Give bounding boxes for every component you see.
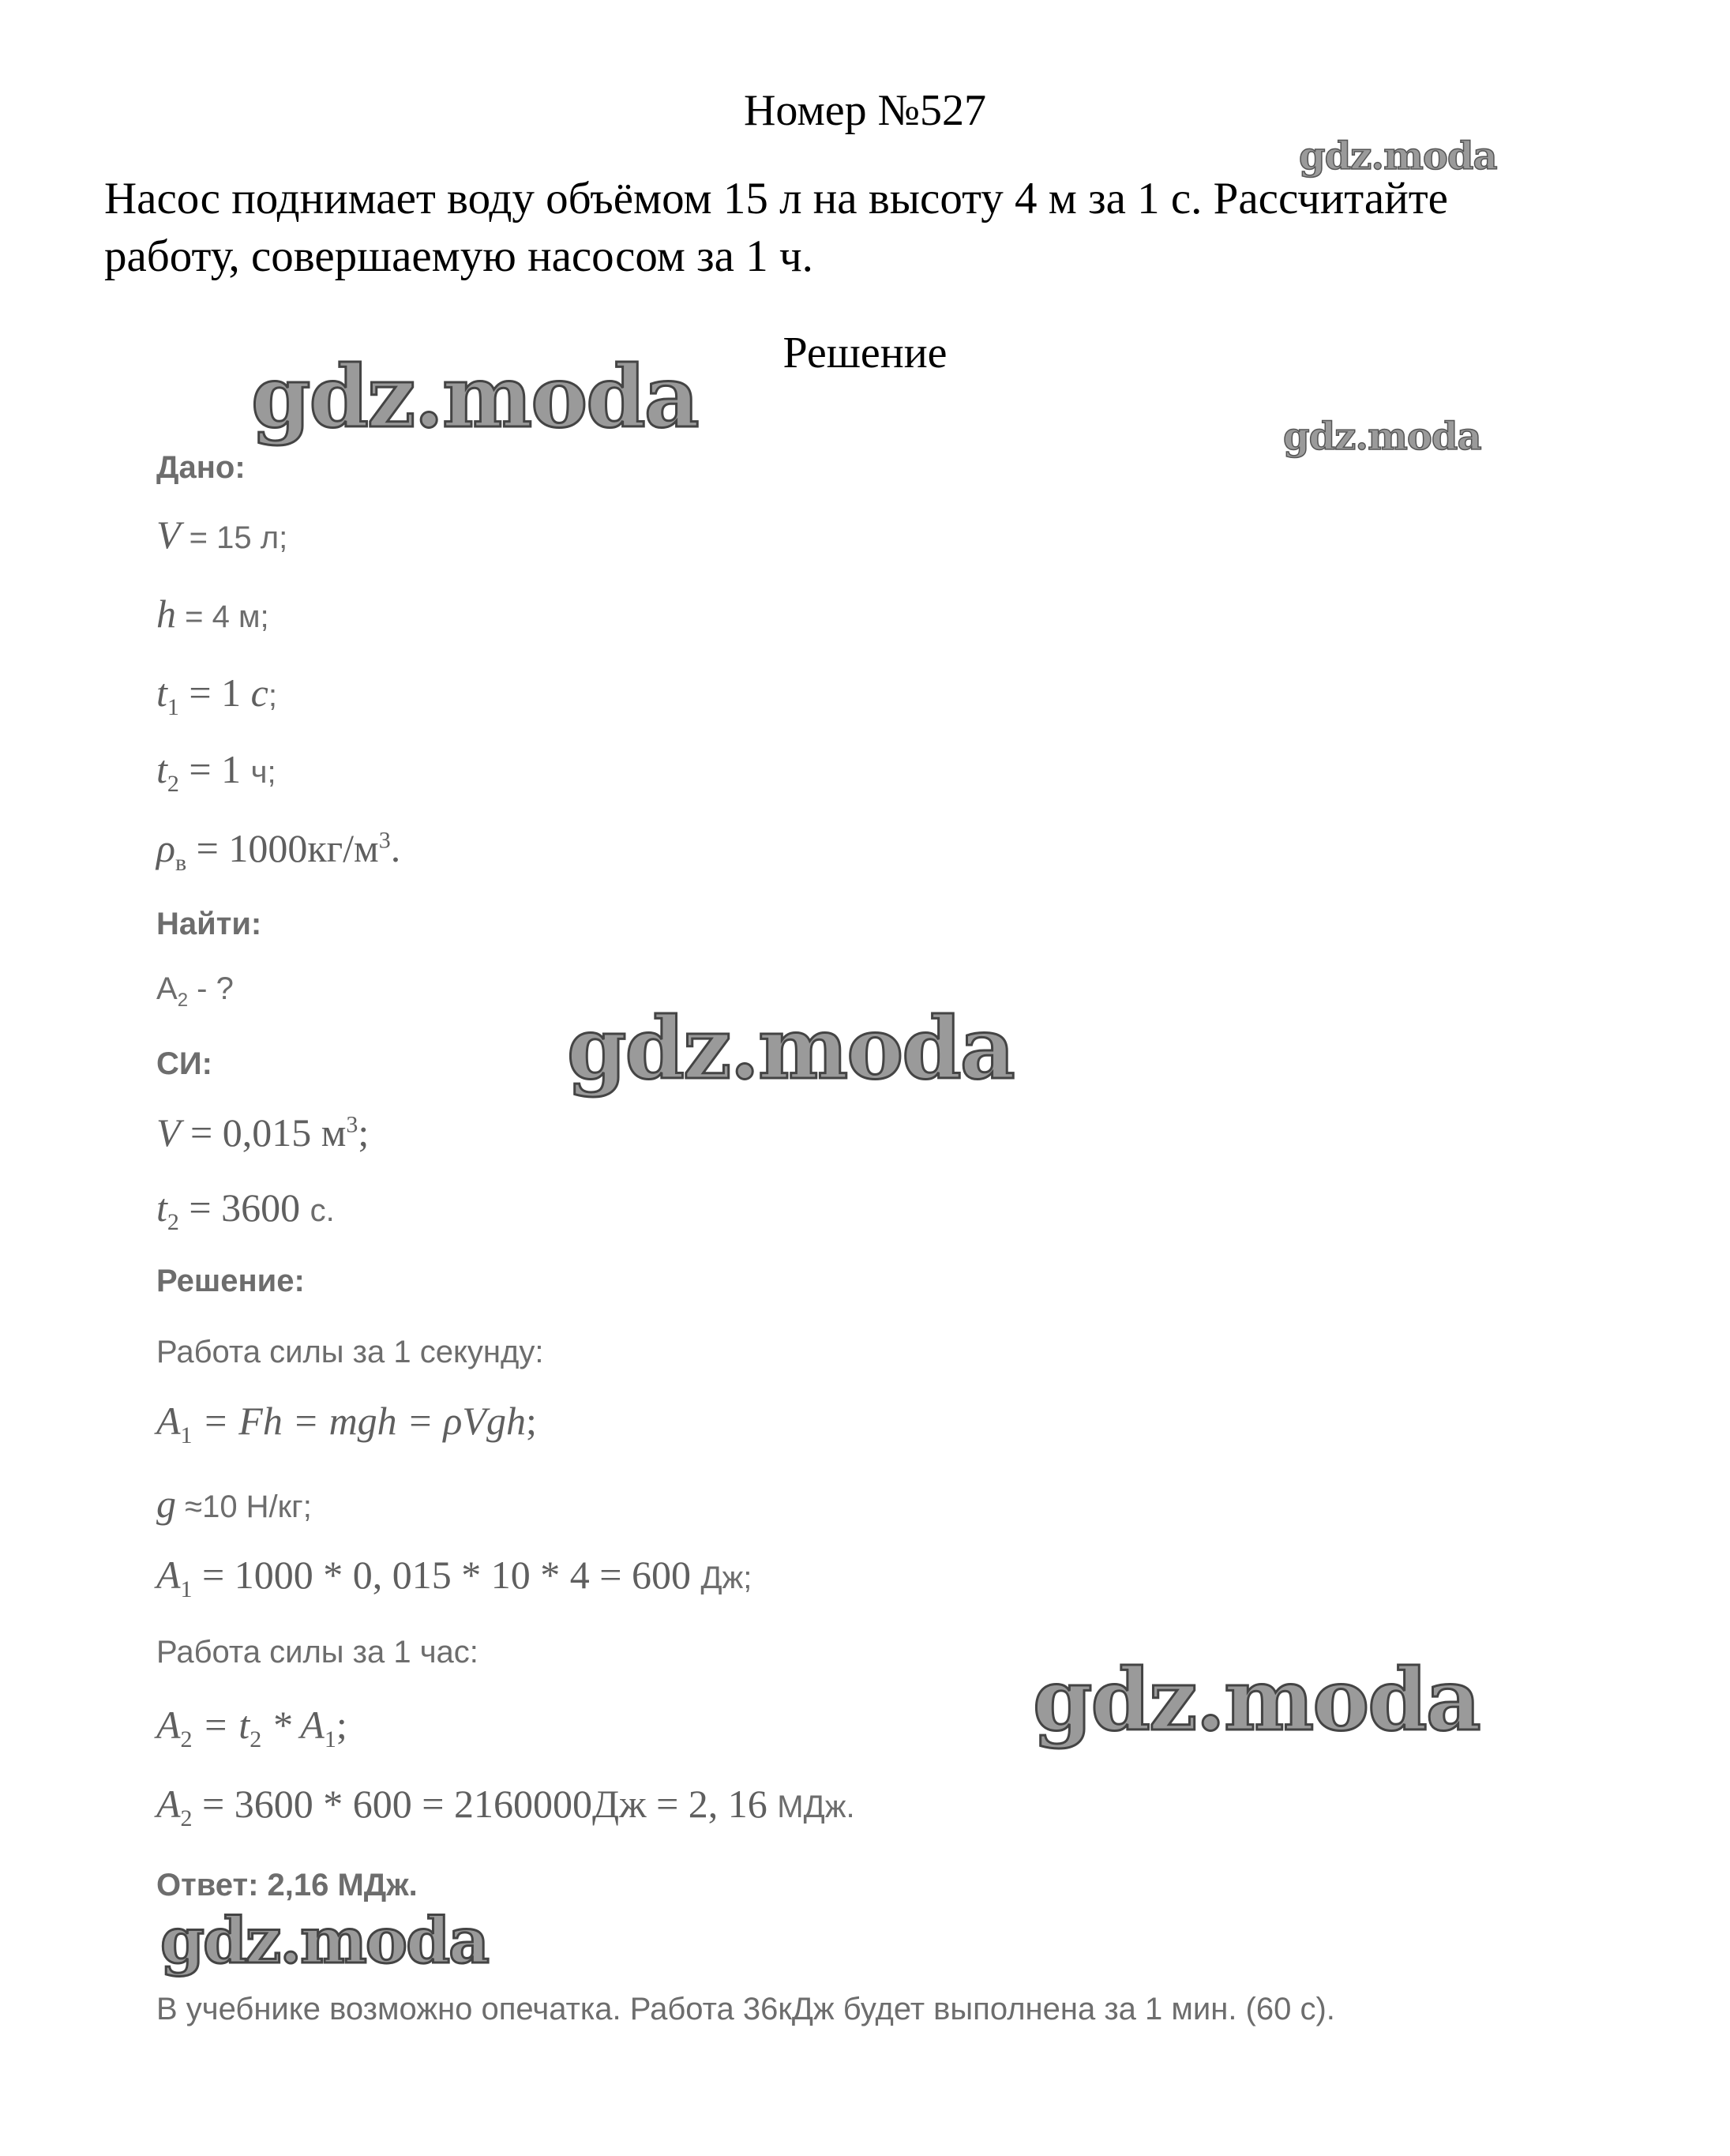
equation-1 — [156, 1398, 537, 1449]
eq2-unit: Дж; — [700, 1561, 752, 1595]
work2-label: Работа силы за 1 час: — [156, 1635, 478, 1670]
problem-line-1: Насос поднимает воду объёмом 15 л на высоту 4 м за 1 с. Рассчитайте — [104, 174, 1448, 223]
t2-unit: ч; — [250, 755, 276, 790]
si-volume — [156, 1110, 369, 1155]
si-t2-unit: с. — [310, 1193, 335, 1228]
given-density — [156, 825, 400, 877]
answer: Ответ: 2,16 МДж. — [156, 1868, 418, 1902]
gravity-symbol: g — [156, 1482, 176, 1526]
si-t2-subscript: 2 — [167, 1209, 179, 1235]
watermark: gdz.moda — [1299, 134, 1497, 178]
t1-end: ; — [268, 678, 277, 713]
eq3-mid-2: * A — [261, 1703, 325, 1747]
eq3-symbol: A — [156, 1703, 181, 1747]
eq4-symbol: A — [156, 1782, 181, 1826]
watermark: gdz.moda — [1033, 1651, 1480, 1750]
eq1-subscript: 1 — [180, 1422, 193, 1448]
problem-line-2: работу, совершаемую насосом за 1 ч. — [104, 231, 813, 281]
height-value: = 4 м; — [176, 599, 269, 634]
si-volume-superscript: 3 — [346, 1111, 358, 1138]
note: В учебнике возможно опечатка. Работа 36кДж будет выполнена за 1 мин. (60 с). — [156, 1992, 1335, 2026]
height-symbol: h — [156, 592, 176, 636]
given-t1 — [156, 670, 277, 721]
solution-title: Решение — [782, 329, 948, 377]
find-symbol: A — [156, 971, 178, 1006]
si-volume-value: = 0,015 м — [180, 1110, 347, 1155]
density-subscript: в — [175, 850, 187, 876]
si-t2 — [156, 1185, 335, 1236]
density-superscript: 3 — [378, 827, 391, 854]
given-heading: Дано: — [156, 450, 246, 485]
equation-4 — [156, 1781, 855, 1832]
t1-subscript: 1 — [167, 694, 179, 720]
si-volume-symbol: V — [156, 1110, 181, 1155]
t2-symbol: t — [156, 747, 167, 791]
t1-value: = 1 — [178, 670, 251, 715]
density-symbol: ρ — [156, 826, 175, 870]
eq3-subscript-3: 1 — [324, 1726, 336, 1752]
si-heading: СИ: — [156, 1046, 212, 1081]
find-subscript: 2 — [177, 990, 189, 1011]
eq1-body: = Fh = mgh = ρVgh — [192, 1399, 526, 1443]
density-end: . — [390, 826, 401, 870]
eq4-body: = 3600 * 600 = 2160000Дж = 2, 16 — [192, 1782, 778, 1826]
eq4-unit: МДж. — [777, 1790, 855, 1824]
watermark: gdz.moda — [160, 1903, 488, 1978]
eq3-subscript-2: 2 — [250, 1726, 262, 1752]
watermark: gdz.moda — [1283, 415, 1481, 459]
page-title: Номер №527 — [743, 86, 987, 135]
gravity-value: ≈10 Н/кг; — [176, 1489, 312, 1524]
find-value: - ? — [188, 971, 234, 1006]
given-volume — [156, 512, 287, 558]
eq1-end: ; — [525, 1399, 537, 1443]
given-height — [156, 591, 269, 637]
watermark: gdz.moda — [567, 999, 1014, 1099]
t1-unit: c — [250, 670, 268, 715]
equation-3 — [156, 1702, 347, 1753]
eq3-end: ; — [336, 1703, 347, 1747]
gravity-line — [156, 1481, 312, 1527]
t1-symbol: t — [156, 670, 167, 715]
watermark: gdz.moda — [251, 347, 698, 447]
si-t2-symbol: t — [156, 1185, 167, 1230]
equation-2 — [156, 1552, 752, 1603]
find-item — [156, 971, 234, 1012]
eq1-symbol: A — [156, 1399, 181, 1443]
eq2-body: = 1000 * 0, 015 * 10 * 4 = 600 — [192, 1553, 701, 1597]
volume-value: = 15 л; — [180, 520, 288, 555]
eq2-subscript: 1 — [180, 1576, 193, 1602]
eq3-subscript: 2 — [180, 1726, 193, 1752]
t2-subscript: 2 — [167, 771, 179, 797]
si-volume-end: ; — [358, 1110, 370, 1155]
eq2-symbol: A — [156, 1553, 181, 1597]
problem-statement — [104, 170, 1644, 285]
si-t2-value: = 3600 — [178, 1185, 310, 1230]
eq4-subscript: 2 — [180, 1805, 193, 1831]
volume-symbol: V — [156, 513, 181, 557]
find-heading: Найти: — [156, 907, 262, 941]
density-value: = 1000кг/м — [186, 826, 379, 870]
given-t2 — [156, 746, 276, 798]
eq3-mid: = t — [192, 1703, 250, 1747]
t2-value: = 1 — [178, 747, 251, 791]
work1-label: Работа силы за 1 секунду: — [156, 1335, 544, 1369]
solution-heading: Решение: — [156, 1264, 305, 1298]
